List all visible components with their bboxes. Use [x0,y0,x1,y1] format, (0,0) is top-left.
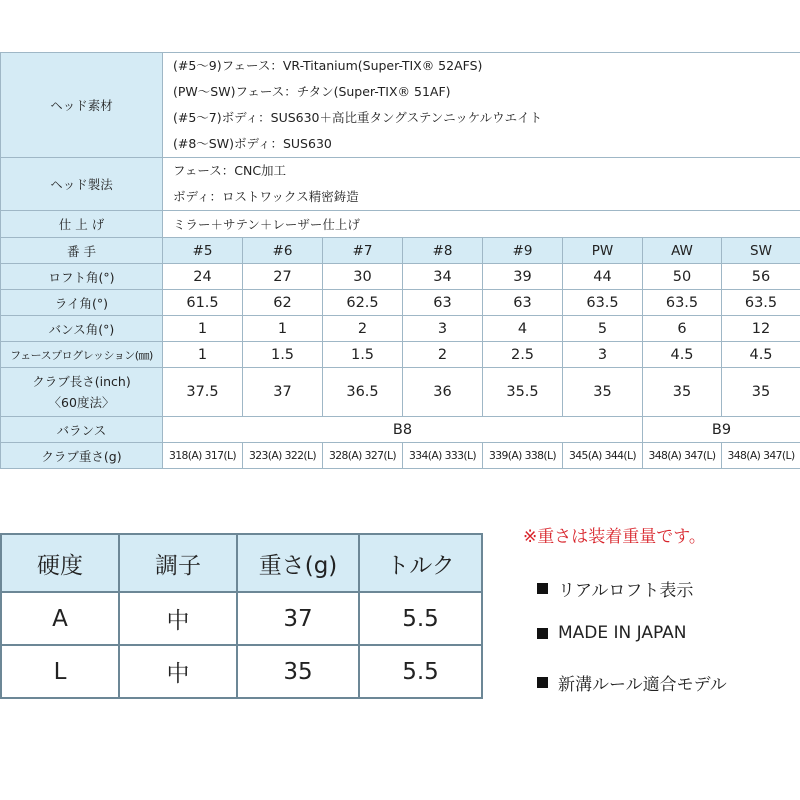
face-progression-row [1,342,800,368]
shaft-cell: 5.5 [359,645,482,698]
shaft-cell: 5.5 [359,592,482,645]
number-row [1,238,800,264]
club-length-value: 35.5 [483,368,563,417]
club-number: PW [563,238,643,264]
loft-row [1,264,800,290]
head-method-value [163,158,800,211]
finish-value: ミラー＋サテン＋レーザー仕上げ [163,211,800,238]
club-weight-value: 328(A) 327(L) [323,443,403,469]
feature-text: 新溝ルール適合モデル [558,675,727,695]
shaft-cell: 35 [237,645,359,698]
feature-item [537,670,727,695]
lie-value: 63.5 [643,290,722,316]
club-weight-value: 348(A) 347(L) [722,443,800,469]
feature-text: リアルロフト表示 [558,581,694,601]
head-material-label: ヘッド素材 [1,53,163,158]
club-weight-row [1,443,800,469]
face-progression-label: フェースプログレッション(㎜) [1,342,163,368]
club-length-value: 35 [563,368,643,417]
weight-note: ※重さは装着重量です。 [523,527,706,547]
loft-value: 56 [722,264,800,290]
club-weight-value: 318(A) 317(L) [163,443,243,469]
head-material-line: (#8～SW)ボディ：SUS630 [173,136,332,151]
head-material-row [1,53,800,158]
bounce-value: 1 [243,316,323,342]
face-progression-value: 1.5 [243,342,323,368]
shaft-header-torque: トルク [359,534,482,592]
lie-value: 61.5 [163,290,243,316]
shaft-cell: L [1,645,119,698]
balance-value: B9 [643,417,800,443]
head-method-line: フェース：CNC加工 [173,163,287,178]
club-number: #5 [163,238,243,264]
shaft-table [0,533,483,699]
lie-value: 63 [483,290,563,316]
head-material-value [163,53,800,158]
head-method-line: ボディ：ロストワックス精密鋳造 [173,189,359,204]
head-material-line: (#5～9)フェース：VR-Titanium(Super-TIX® 52AFS) [173,58,483,73]
finish-row [1,211,800,238]
club-weight-label: クラブ重さ(g) [1,443,163,469]
club-length-value: 36 [403,368,483,417]
face-progression-value: 1 [163,342,243,368]
club-length-label [1,368,163,417]
finish-label: 仕 上 げ [1,211,163,238]
bounce-row [1,316,800,342]
club-number: AW [643,238,722,264]
shaft-header-hardness: 硬度 [1,534,119,592]
balance-row [1,417,800,443]
shaft-cell: 中 [119,645,237,698]
lie-value: 63.5 [722,290,800,316]
bounce-value: 5 [563,316,643,342]
feature-item [537,623,687,643]
club-number: #7 [323,238,403,264]
loft-value: 27 [243,264,323,290]
club-number: #8 [403,238,483,264]
shaft-cell: A [1,592,119,645]
square-bullet-icon [537,628,548,639]
bounce-label: バンス角(°) [1,316,163,342]
head-method-row [1,158,800,211]
shaft-row [1,645,482,698]
club-weight-value: 348(A) 347(L) [643,443,722,469]
shaft-row [1,592,482,645]
shaft-header-weight: 重さ(g) [237,534,359,592]
bounce-value: 2 [323,316,403,342]
lie-label: ライ角(°) [1,290,163,316]
loft-value: 24 [163,264,243,290]
loft-label: ロフト角(°) [1,264,163,290]
balance-label: バランス [1,417,163,443]
number-label: 番 手 [1,238,163,264]
face-progression-value: 4.5 [722,342,800,368]
shaft-header-row [1,534,482,592]
square-bullet-icon [537,677,548,688]
loft-value: 44 [563,264,643,290]
head-method-label: ヘッド製法 [1,158,163,211]
club-length-value: 35 [722,368,800,417]
face-progression-value: 2.5 [483,342,563,368]
feature-text: MADE IN JAPAN [558,623,687,643]
square-bullet-icon [537,583,548,594]
club-length-value: 37 [243,368,323,417]
bounce-value: 1 [163,316,243,342]
shaft-cell: 中 [119,592,237,645]
club-weight-value: 323(A) 322(L) [243,443,323,469]
bounce-value: 4 [483,316,563,342]
lie-value: 62 [243,290,323,316]
bounce-value: 3 [403,316,483,342]
shaft-header-kick: 調子 [119,534,237,592]
face-progression-value: 1.5 [323,342,403,368]
club-length-row [1,368,800,417]
club-weight-value: 345(A) 344(L) [563,443,643,469]
loft-value: 39 [483,264,563,290]
club-number: #6 [243,238,323,264]
feature-item [537,576,693,601]
balance-value: B8 [163,417,643,443]
head-material-line: (#5～7)ボディ：SUS630＋高比重タングステンニッケルウエイト [173,110,543,125]
club-number: SW [722,238,800,264]
club-length-label-line1: クラブ長さ(inch) [32,374,131,389]
loft-value: 34 [403,264,483,290]
lie-value: 62.5 [323,290,403,316]
face-progression-value: 4.5 [643,342,722,368]
spec-table [0,52,800,469]
bounce-value: 12 [722,316,800,342]
club-weight-value: 339(A) 338(L) [483,443,563,469]
club-number: #9 [483,238,563,264]
club-length-value: 36.5 [323,368,403,417]
lie-row [1,290,800,316]
head-material-line: (PW～SW)フェース：チタン(Super-TIX® 51AF) [173,84,451,99]
face-progression-value: 2 [403,342,483,368]
shaft-cell: 37 [237,592,359,645]
loft-value: 30 [323,264,403,290]
club-length-label-line2: 〈60度法〉 [48,395,115,410]
loft-value: 50 [643,264,722,290]
club-weight-value: 334(A) 333(L) [403,443,483,469]
lie-value: 63.5 [563,290,643,316]
club-length-value: 37.5 [163,368,243,417]
club-length-value: 35 [643,368,722,417]
lie-value: 63 [403,290,483,316]
bounce-value: 6 [643,316,722,342]
face-progression-value: 3 [563,342,643,368]
